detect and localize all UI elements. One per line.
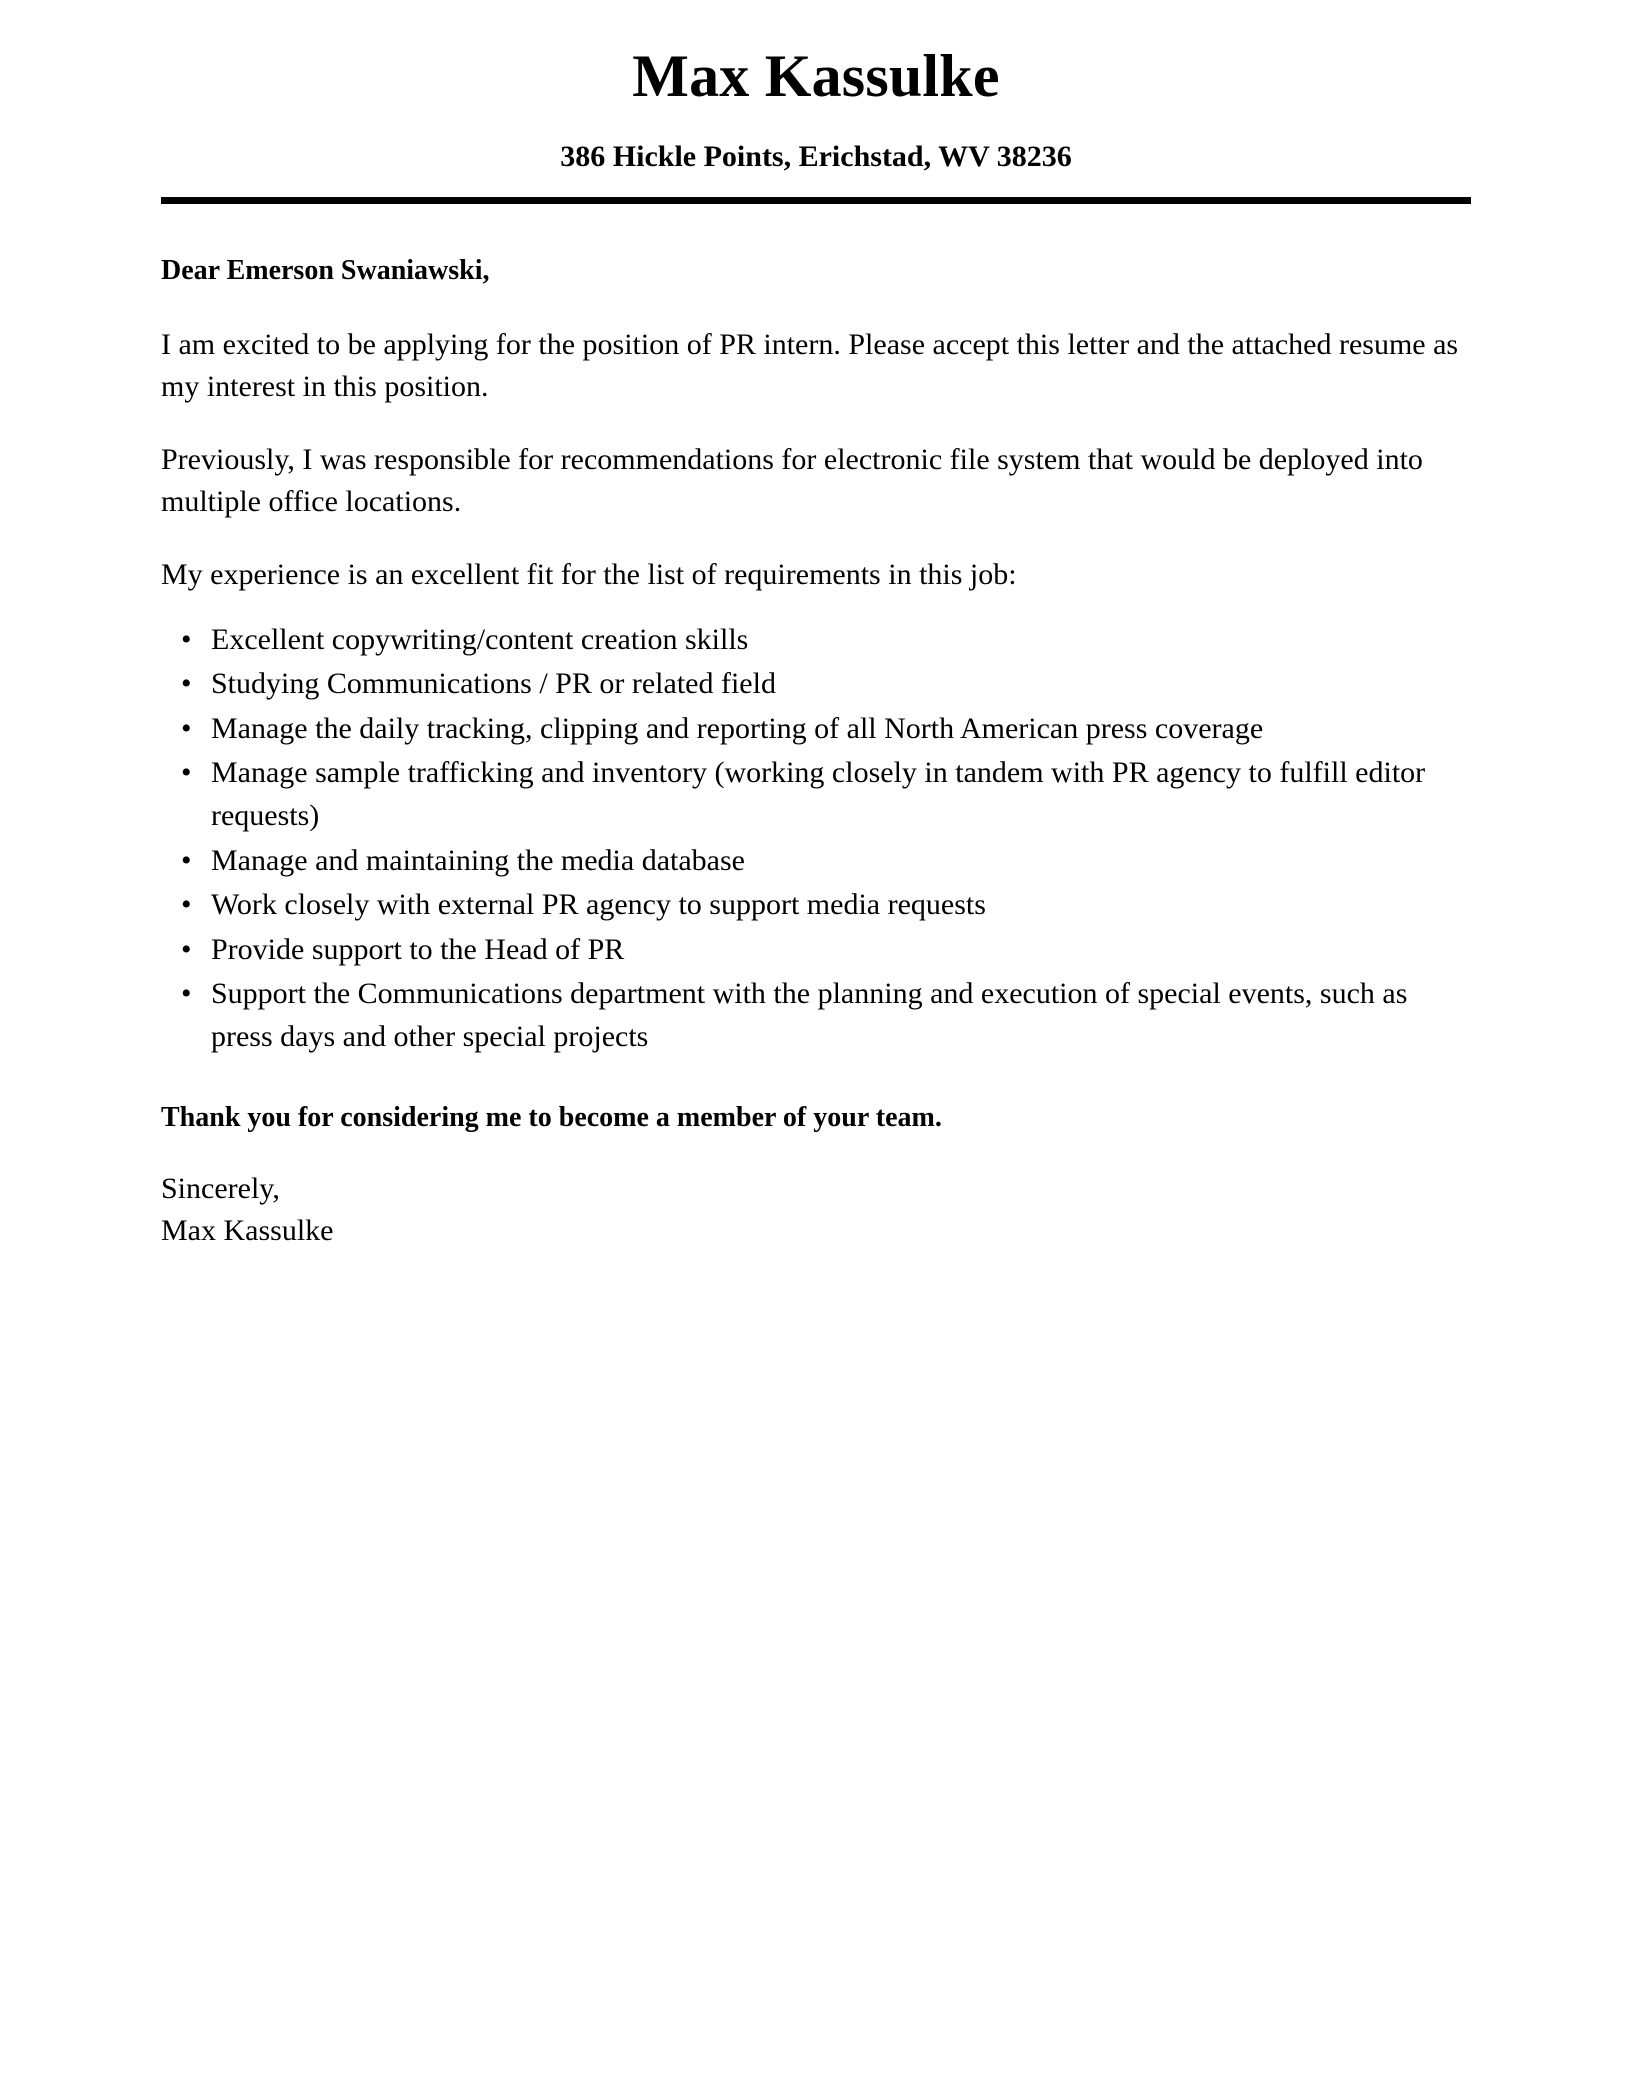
bullet-icon: •: [181, 932, 192, 966]
list-item-label: Provide support to the Head of PR: [211, 932, 625, 966]
header-divider: [161, 197, 1471, 204]
list-item: [161, 840, 1471, 883]
list-item: [161, 619, 1471, 662]
body-paragraph-1: I am excited to be applying for the position of PR intern. Please accept this letter and the attached resume as my interest in this position.: [161, 327, 1459, 404]
letter-header: [0, 0, 1632, 204]
bullet-icon: •: [181, 977, 192, 1011]
list-item-label: Excellent copywriting/content creation skills: [211, 622, 749, 656]
list-item-label: Manage sample trafficking and inventory (working closely in tandem with PR agency to fulfill editor requests): [211, 756, 1426, 832]
list-item-label: Work closely with external PR agency to support media requests: [211, 888, 986, 922]
list-item: [161, 708, 1471, 751]
bullet-icon: •: [181, 756, 192, 790]
closing-thanks: Thank you for considering me to become a member of your team.: [161, 1101, 942, 1133]
requirements-list: [161, 619, 1471, 1059]
bullet-icon: •: [181, 711, 192, 745]
applicant-address: 386 Hickle Points, Erichstad, WV 38236: [560, 139, 1072, 173]
list-item: [161, 752, 1471, 837]
list-item: [161, 973, 1471, 1058]
body-paragraph-2: Previously, I was responsible for recommendations for electronic file system that would be deployed into multiple office locations.: [161, 442, 1423, 519]
list-item-label: Manage the daily tracking, clipping and reporting of all North American press coverage: [211, 711, 1264, 745]
list-item: [161, 663, 1471, 706]
bullet-icon: •: [181, 622, 192, 656]
page-title: Max Kassulke: [632, 43, 1000, 109]
bullet-icon: •: [181, 843, 192, 877]
requirements-intro: My experience is an excellent fit for the list of requirements in this job:: [161, 557, 1017, 591]
bullet-icon: •: [181, 888, 192, 922]
signature-name: Max Kassulke: [161, 1213, 334, 1247]
letter-content: [161, 204, 1471, 1251]
salutation: Dear Emerson Swaniawski,: [161, 254, 490, 286]
bullet-icon: •: [181, 667, 192, 701]
list-item: [161, 884, 1471, 927]
list-item: [161, 929, 1471, 972]
list-item-label: Studying Communications / PR or related field: [211, 667, 776, 701]
signoff-label: Sincerely,: [161, 1172, 280, 1206]
signature-block: [161, 1168, 1471, 1251]
list-item-label: Manage and maintaining the media database: [211, 843, 745, 877]
list-item-label: Support the Communications department with the planning and execution of special events, such as press days and other special projects: [211, 977, 1408, 1053]
